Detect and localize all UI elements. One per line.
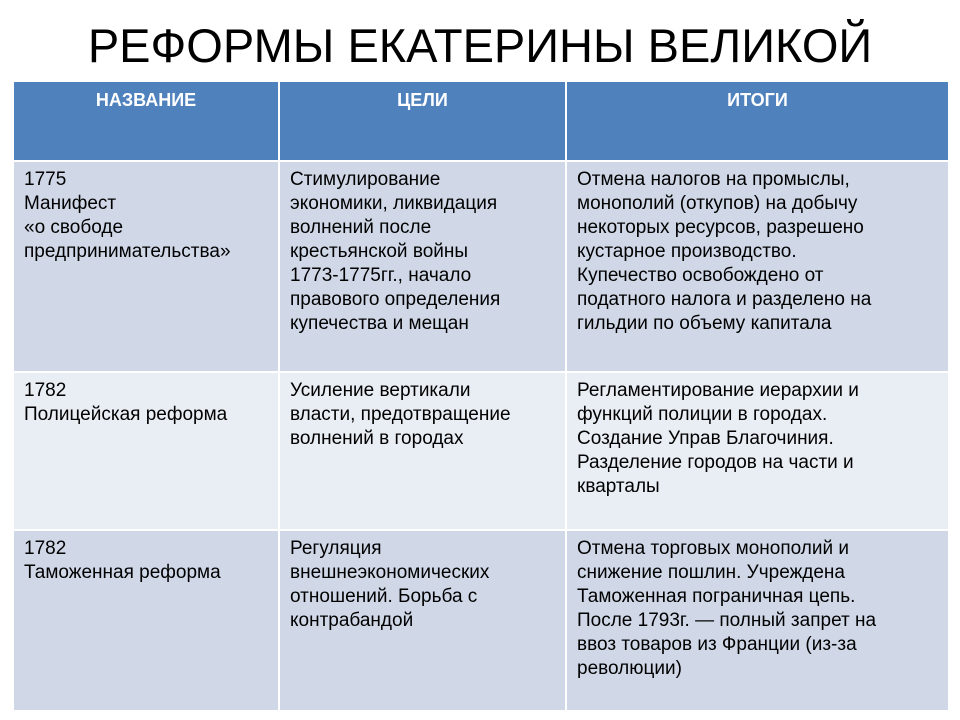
results-line: Разделение городов на части и — [577, 452, 854, 473]
results-line: После 1793г. — полный запрет на — [577, 610, 877, 631]
goals-line: правового определения — [290, 289, 501, 310]
reform-results-cell — [566, 530, 949, 711]
goals-line: Стимулирование — [290, 169, 441, 190]
table-row — [13, 161, 949, 372]
reform-results-cell — [566, 161, 949, 372]
goals-line: 1773-1775гг., начало — [290, 265, 472, 286]
reform-name-cell — [13, 161, 279, 372]
table-row — [13, 530, 949, 711]
results-line: кварталы — [577, 476, 660, 497]
goals-line: экономики, ликвидация — [290, 193, 498, 214]
results-line: Таможенная пограничная цепь. — [577, 586, 856, 607]
results-line: гильдии по объему капитала — [577, 313, 832, 334]
reform-goals-cell — [279, 530, 566, 711]
table-row — [13, 372, 949, 530]
goals-line: контрабандой — [290, 610, 414, 631]
results-line: податного налога и разделено на — [577, 289, 872, 310]
reform-title-line: Полицейская реформа — [24, 404, 228, 425]
results-line: монополий (откупов) на добычу — [577, 193, 858, 214]
reform-year: 1775 — [24, 169, 67, 190]
goals-line: Регуляция — [290, 538, 382, 559]
slide-title: РЕФОРМЫ ЕКАТЕРИНЫ ВЕЛИКОЙ — [87, 19, 873, 72]
reform-year: 1782 — [24, 538, 67, 559]
results-line: Отмена налогов на промыслы, — [577, 169, 850, 190]
goals-line: крестьянской войны — [290, 241, 469, 262]
goals-line: Усиление вертикали — [290, 380, 471, 401]
results-line: снижение пошлин. Учреждена — [577, 562, 845, 583]
results-line: Регламентирование иерархии и — [577, 380, 859, 401]
reform-name-cell — [13, 372, 279, 530]
results-line: ввоз товаров из Франции (из-за — [577, 634, 857, 655]
goals-line: власти, предотвращение — [290, 404, 511, 425]
header-results: ИТОГИ — [566, 81, 949, 161]
results-line: кустарное производство. — [577, 241, 797, 262]
results-line: функций полиции в городах. — [577, 404, 828, 425]
reform-year: 1782 — [24, 380, 67, 401]
goals-line: волнений в городах — [290, 428, 464, 449]
goals-line: внешнеэкономических — [290, 562, 490, 583]
reform-title-line: предпринимательства» — [24, 241, 231, 262]
reform-title-line: Таможенная реформа — [24, 562, 221, 583]
results-line: Отмена торговых монополий и — [577, 538, 850, 559]
results-line: Купечество освобождено от — [577, 265, 824, 286]
goals-line: отношений. Борьба с — [290, 586, 478, 607]
reforms-table — [12, 80, 950, 712]
reform-goals-cell — [279, 161, 566, 372]
header-goals: ЦЕЛИ — [279, 81, 566, 161]
goals-line: волнений после — [290, 217, 432, 238]
results-line: революции) — [577, 658, 682, 679]
results-line: некоторых ресурсов, разрешено — [577, 217, 864, 238]
reform-title-line: Манифест — [24, 193, 117, 214]
reform-title-line: «о свободе — [24, 217, 124, 238]
reform-goals-cell — [279, 372, 566, 530]
table-header-row — [13, 81, 949, 161]
reform-name-cell — [13, 530, 279, 711]
header-name: НАЗВАНИЕ — [13, 81, 279, 161]
goals-line: купечества и мещан — [290, 313, 469, 334]
reform-results-cell — [566, 372, 949, 530]
results-line: Создание Управ Благочиния. — [577, 428, 834, 449]
